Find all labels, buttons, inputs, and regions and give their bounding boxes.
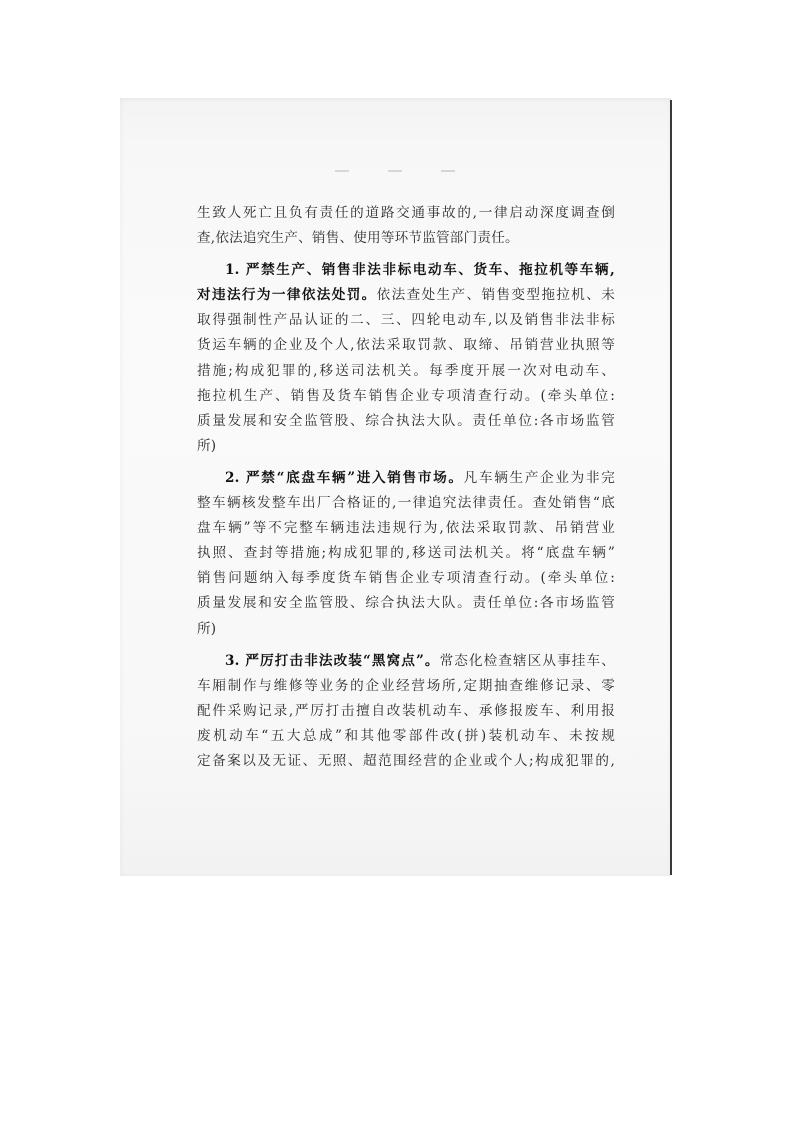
item-2-text: 凡车辆生产企业为非完 [463,469,615,486]
text-line: 销售问题纳入每季度货车销售企业专项清查行动。(牵头单位: [197,570,615,587]
text-line: 执照、查封等措施;构成犯罪的,移送司法机关。将“底盘车辆” [197,545,615,562]
text-line: 配件采购记录,严厉打击擅自改装机动车、承修报废车、利用报 [197,702,615,719]
continued-paragraph [197,201,615,251]
text-line: 查,依法追究生产、销售、使用等环节监管部门责任。 [197,230,519,247]
text-line [197,283,615,308]
text-line [197,466,615,491]
text-line: 质量发展和安全监管股、综合执法大队。责任单位:各市场监管 [197,412,615,429]
text-line: 质量发展和安全监管股、综合执法大队。责任单位:各市场监管 [197,595,615,612]
document-body [197,201,615,774]
text-line: 拖拉机生产、销售及货车销售企业专项清查行动。(牵头单位: [197,387,615,404]
text-line: 货运车辆的企业及个人,依法采取罚款、取缔、吊销营业执照等 [197,337,615,354]
text-line: 措施;构成犯罪的,移送司法机关。每季度开展一次对电动车、 [197,362,615,379]
item-1-heading-end: 对违法行为一律依法处罚。 [197,287,377,304]
text-line: 废机动车“五大总成”和其他零部件改(拼)装机动车、未按规 [197,727,615,744]
item-1-text: 依法查处生产、销售变型拖拉机、未 [376,287,616,304]
text-line: 盘车辆”等不完整车辆违法违规行为,依法采取罚款、吊销营业 [197,520,615,537]
text-line: 车厢制作与维修等业务的企业经营场所,定期抽查维修记录、零 [197,677,615,694]
item-1-heading-line: 1. 严禁生产、销售非法非标电动车、货车、拖拉机等车辆, [225,262,615,279]
text-line: 所) [197,437,217,454]
scan-border [670,100,672,875]
text-line: 所) [197,620,217,637]
item-1-paragraph [197,258,615,459]
text-line: 整车辆核发整车出厂合格证的,一律追究法律责任。查处销售“底 [197,495,615,512]
page-header-mark [335,170,455,172]
item-2-paragraph [197,466,615,642]
text-line [197,649,615,674]
item-3-text: 常态化检查辖区从事挂车、 [439,652,615,669]
item-3-heading: 3. 严厉打击非法改装“黑窝点”。 [225,652,440,669]
item-2-heading: 2. 严禁“底盘车辆”进入销售市场。 [225,469,464,486]
text-line: 生致人死亡且负有责任的道路交通事故的,一律启动深度调查倒 [197,205,615,221]
text-line: 取得强制性产品认证的二、三、四轮电动车,以及销售非法非标 [197,312,615,329]
text-line: 定备案以及无证、无照、超范围经营的企业或个人;构成犯罪的, [197,752,615,769]
item-3-paragraph [197,649,615,774]
